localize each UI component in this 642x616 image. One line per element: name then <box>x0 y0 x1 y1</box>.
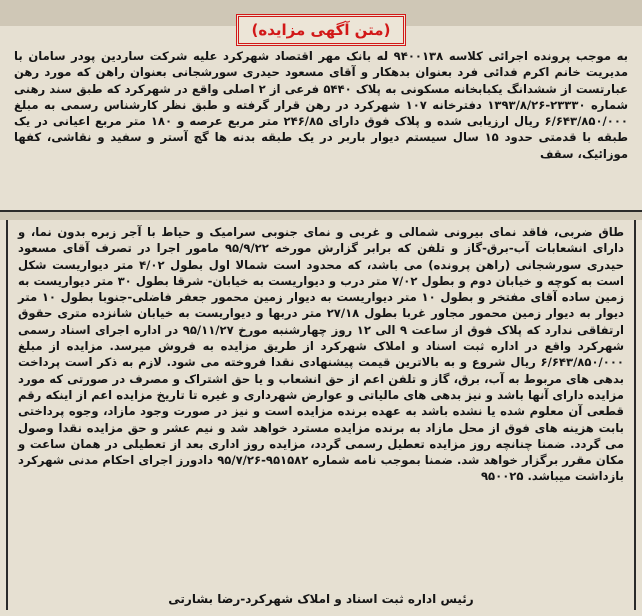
notice-title: (متن آگهی مزایده) <box>251 21 391 39</box>
column-gap <box>0 212 642 220</box>
notice-paragraph-1: به موجب پرونده اجرائی کلاسه ۹۴۰۰۱۳۸ له بانک مهر اقتصاد شهرکرد علیه شرکت ساردین پودر سامان با مدیریت خانم اکرم فدائی فرد بعنوان بدهکار و آقای مسعود حیدری سورشجانی بعنوان راهن که مورد رهن عبارتست از ششدانگ یکبابخانه مسکونی به پلاک ۵۴۴۰ فرعی از ۲ اصلی واقع در شهرکرد که طبق سند رهنی شماره ۲۳۳۳۰-۱۳۹۳/۸/۲۶ دفترخانه ۱۰۷ شهرکرد در رهن قرار گرفته و طبق نظر کارشناس رسمی به مبلغ ۶/۶۴۳/۸۵۰/۰۰۰ ریال ارزیابی شده و پلاک فوق دارای ۲۴۶/۸۵ متر مربع عرصه و ۱۸۰ متر مربع اعیانی در یک طبقه با قدمتی حدود ۱۵ سال سیستم دیوار باربر در یک طبقه بدنه ها گچ آستر و سفید و نقاشی، کفها موزائیک، سقف <box>14 49 628 161</box>
notice-paragraph-2: طاق ضربی، فاقد نمای بیرونی شمالی و غربی و نمای جنوبی سرامیک و حیاط با آجر زبره بدون نما، و دارای انشعابات آب-برق-گاز و تلفن که برابر گزارش مورخه ۹۵/۹/۲۲ مامور اجرا در تصرف آقای مسعود حیدری سورشجانی (راهن پرونده) می باشد، که محدود است شمالا اول بطول ۴/۰۲ متر دیواریست شکل است به کوچه و خیابان دوم و بطول ۷/۰۲ متر درب و دیواریست به خیابان- شرقا بطول ۳۰ متر دیواریست به زمین ساده آقای مفتخر و بطول ۱۰ متر دیواریست به دیوار زمین محمور جعفر فاضلی-جنوبا بطول ۱۰ متر دیوار به دیوار زمین محمور مجاور غربا بطول ۲۷/۱۸ متر دربها و دیواریست به خیابان شانزده متری حقوق ارتفاقی ندارد که پلاک فوق از ساعت ۹ الی ۱۲ روز چهارشنبه مورخ ۹۵/۱۱/۲۷ در اداره اجرای اسناد رسمی شهرکرد واقع در اداره ثبت اسناد و املاک شهرکرد از طریق مزایده به فروش میرسد. مزایده از مبلغ ۶/۶۴۳/۸۵۰/۰۰۰ ریال شروع و به بالاترین قیمت پیشنهادی نقدا فروخته می شود. لازم به ذکر است پرداخت بدهی های مربوط به آب، برق، گاز و تلفن اعم از حق انشعاب و یا حق اشتراک و مصرف در صورتی که مورد مزایده دارای آنها باشد و نیز بدهی های مالیاتی و عوارض شهرداری و غیره تا تاریخ مزایده اعم از اینکه رقم قطعی آن معلوم شده یا نشده باشد به عهده برنده مزایده است و نیز در صورت وجود مازاد، وجوه پرداختی بابت هزینه های فوق از محل مازاد به برنده مزایده مسترد خواهد شد و نیم عشر و حق مزایده نقدا وصول می گردد. ضمنا چنانچه روز مزایده تعطیل رسمی گردد، مزایده روز اداری بعد از تعطیلی در همان ساعت و مکان مقرر برگزار خواهد شد. ضمنا بموجب نامه شماره ۹۵۱۵۸۲-۹۵/۷/۲۶ دادورز اجرای احکام مدنی شهرکرد بازداشت میباشد. ۹۵۰۰۲۵ <box>18 225 625 484</box>
title-frame <box>236 14 406 46</box>
notice-column-bottom <box>14 224 628 608</box>
notice-column-top <box>10 48 632 208</box>
signature-line: رئیس اداره ثبت اسناد و املاک شهرکرد-رضا بشارتی <box>168 592 474 606</box>
